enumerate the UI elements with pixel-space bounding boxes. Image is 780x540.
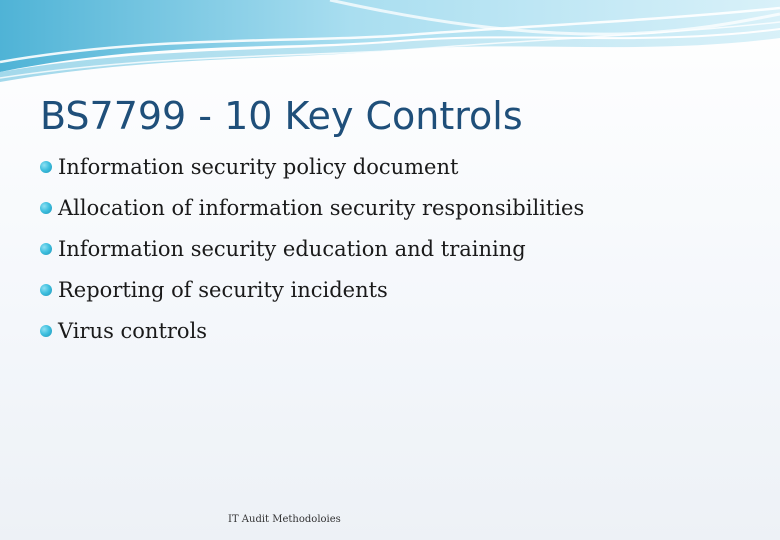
bullet-dot-icon <box>40 325 52 337</box>
slide-footer: IT Audit Methodoloies <box>228 514 341 525</box>
bullet-item <box>40 187 584 228</box>
bullet-list <box>40 146 584 351</box>
bullet-dot-icon <box>40 284 52 296</box>
bullet-text: Information security policy document <box>58 154 459 179</box>
bullet-text: Allocation of information security responsibilities <box>58 195 585 220</box>
bullet-text: Virus controls <box>58 318 208 343</box>
bullet-item <box>40 310 584 351</box>
bullet-item <box>40 228 584 269</box>
header-wave-decoration <box>0 0 780 90</box>
bullet-dot-icon <box>40 243 52 255</box>
bullet-dot-icon <box>40 161 52 173</box>
bullet-dot-icon <box>40 202 52 214</box>
bullet-text: Information security education and training <box>58 236 526 261</box>
slide-title: BS7799 - 10 Key Controls <box>40 94 523 138</box>
bullet-text: Reporting of security incidents <box>58 277 388 302</box>
bullet-item <box>40 269 584 310</box>
bullet-item <box>40 146 584 187</box>
